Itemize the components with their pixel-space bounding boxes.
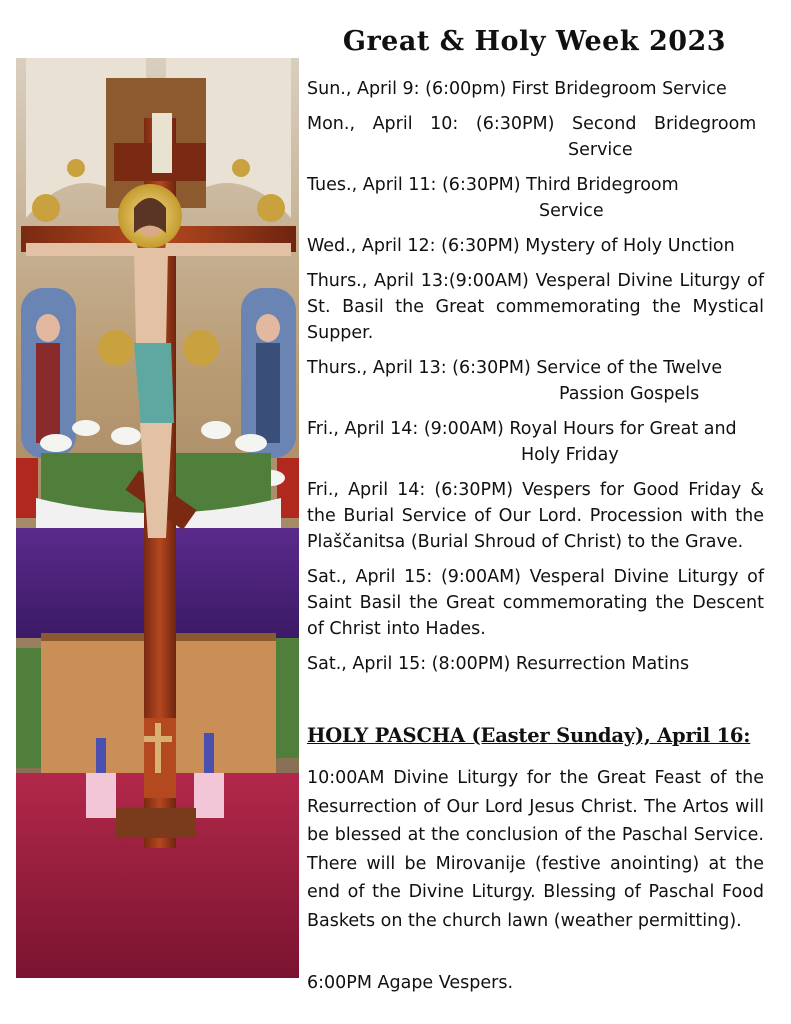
schedule-entry	[307, 477, 764, 555]
schedule-entry	[307, 233, 764, 259]
crucifix-photo	[16, 58, 299, 978]
entry-text: Fri., April 14: (6:30PM) Vespers for Good Friday & the Burial Service of Our Lord. Procession with the Plaščanitsa (Burial Shroud of Christ) to the Grave.	[307, 480, 764, 552]
page-title: Great & Holy Week 2023	[342, 26, 727, 57]
schedule-entry	[307, 564, 764, 642]
schedule-entry	[307, 355, 764, 407]
pascha-description: 10:00AM Divine Liturgy for the Great Feast of the Resurrection of Our Lord Jesus Christ. The Artos will be blessed at the conclusion of the Paschal Service. There will be Mirovanije (festive anointing) at the end of the Divine Liturgy. Blessing of Paschal Food Baskets on the church lawn (weather permitting).	[307, 768, 764, 931]
entry-text: Thurs., April 13: (6:30PM) Service of the Twelve	[307, 358, 723, 378]
entry-continuation: Service	[539, 201, 604, 221]
agape-vespers: 6:00PM Agape Vespers.	[307, 973, 514, 993]
entry-continuation: Holy Friday	[521, 445, 619, 465]
entry-text: Sat., April 15: (8:00PM) Resurrection Matins	[307, 654, 690, 674]
pascha-heading: HOLY PASCHA (Easter Sunday), April 16:	[307, 724, 751, 747]
schedule-entry	[307, 268, 764, 346]
entry-text: Wed., April 12: (6:30PM) Mystery of Holy Unction	[307, 236, 735, 256]
entry-text: Sat., April 15: (9:00AM) Vesperal Divine Liturgy of Saint Basil the Great commemorating the Descent of Christ into Hades.	[307, 567, 764, 639]
schedule-entry	[307, 651, 764, 677]
entry-text: Sun., April 9: (6:00pm) First Bridegroom Service	[307, 79, 727, 99]
schedule-entry	[307, 172, 764, 224]
schedule-list	[307, 76, 764, 686]
schedule-entry	[307, 416, 764, 468]
entry-text: Tues., April 11: (6:30PM) Third Bridegroom	[307, 175, 679, 195]
schedule-entry	[307, 76, 764, 102]
entry-text: Mon., April 10: (6:30PM) Second Bridegroom	[307, 114, 757, 134]
entry-text: Thurs., April 13:(9:00AM) Vesperal Divine Liturgy of St. Basil the Great commemorating the Mystical Supper.	[307, 271, 764, 343]
entry-continuation: Passion Gospels	[559, 384, 700, 404]
schedule-entry	[307, 111, 764, 163]
entry-text: Fri., April 14: (9:00AM) Royal Hours for Great and	[307, 419, 737, 439]
entry-continuation: Service	[568, 140, 633, 160]
